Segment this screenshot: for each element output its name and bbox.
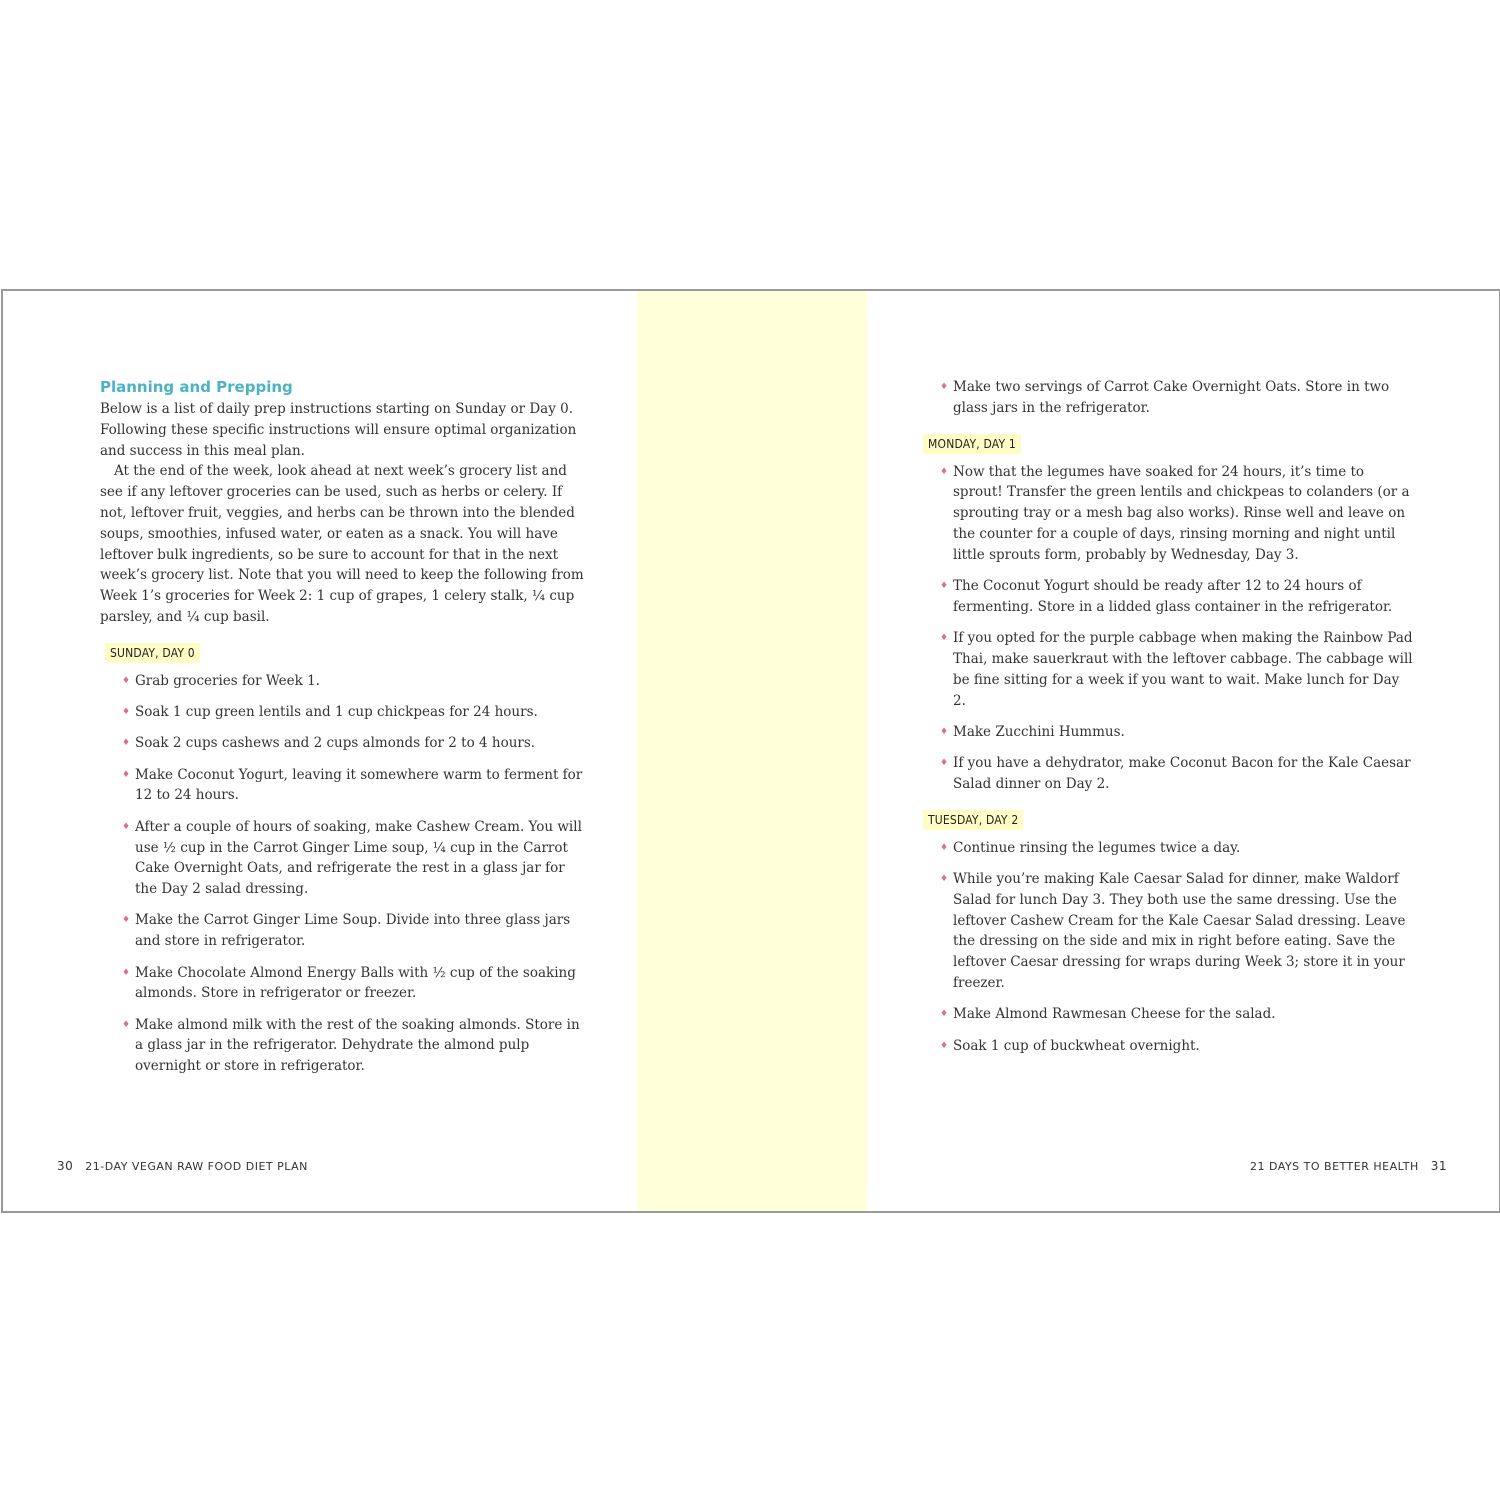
diamond-bullet-icon: ♦: [122, 738, 131, 749]
diamond-bullet-icon: ♦: [122, 915, 131, 926]
list-item: ♦ Soak 1 cup green lentils and 1 cup chickpeas for 24 hours.: [100, 702, 585, 723]
left-page-number: 30: [57, 1159, 74, 1173]
diamond-bullet-icon: ♦: [940, 581, 949, 592]
list-item: ♦ While you’re making Kale Caesar Salad for dinner, make Waldorf Salad for lunch Day 3. They both use the same dressing. Use the leftover Cashew Cream for the Kale Caesar Salad dressing. Leave the dressing on the side and mix in right before eating. Save the leftover Caesar dressing for wraps during Week 3; store it in your freezer.: [940, 871, 1406, 992]
list-item: ♦ Make Chocolate Almond Energy Balls with ½ cup of the soaking almonds. Store in refrigerator or freezer.: [122, 964, 576, 1002]
list-item: ♦ Soak 2 cups cashews and 2 cups almonds for 2 to 4 hours.: [100, 733, 585, 754]
left-running-title: 21-DAY VEGAN RAW FOOD DIET PLAN: [85, 1160, 308, 1173]
leftovers-paragraph: At the end of the week, look ahead at next week’s grocery list and see if any leftover groceries can be used, such as herbs or celery. If not, leftover fruit, veggies, and herbs can be thrown into the blended soups, smoothies, infused water, or eaten as a snack. You will have leftover bulk ingredients, so be sure to account for that in the next week’s grocery list. Note that you will need to keep the following from Week 1’s groceries for Week 2: 1 cup of grapes, 1 celery stalk, ¼ cup parsley, and ¼ cup basil.: [100, 463, 584, 625]
sunday-heading: SUNDAY, DAY 0: [105, 643, 200, 663]
tuesday-list: [923, 838, 1413, 1057]
intro-paragraph: Below is a list of daily prep instructions starting on Sunday or Day 0. Following these specific instructions will ensure optimal organization and success in this meal plan.: [100, 401, 577, 459]
diamond-bullet-icon: ♦: [122, 769, 131, 780]
list-item: ♦ Make two servings of Carrot Cake Overnight Oats. Store in two glass jars in the refrigerator.: [940, 379, 1390, 416]
list-item: ♦ Make almond milk with the rest of the soaking almonds. Store in a glass jar in the refrigerator. Dehydrate the almond pulp overnight or store in refrigerator.: [122, 1016, 580, 1075]
list-item: ♦ If you have a dehydrator, make Coconut Bacon for the Kale Caesar Salad dinner on Day 2.: [940, 755, 1411, 792]
list-item: ♦ Make the Carrot Ginger Lime Soup. Divide into three glass jars and store in refrigerator.: [122, 912, 571, 950]
diamond-bullet-icon: ♦: [122, 675, 131, 686]
list-item: ♦ Continue rinsing the legumes twice a day.: [923, 838, 1413, 859]
book-spread: [1, 289, 1500, 1213]
diamond-bullet-icon: ♦: [940, 382, 949, 392]
sunday-list: [100, 671, 585, 1077]
diamond-bullet-icon: ♦: [940, 466, 949, 477]
monday-heading: MONDAY, DAY 1: [923, 434, 1021, 454]
diamond-bullet-icon: ♦: [122, 707, 131, 718]
diamond-bullet-icon: ♦: [940, 758, 949, 769]
diamond-bullet-icon: ♦: [122, 967, 131, 978]
diamond-bullet-icon: ♦: [940, 1009, 949, 1020]
diamond-bullet-icon: ♦: [940, 726, 949, 737]
diamond-bullet-icon: ♦: [940, 874, 949, 885]
list-item: ♦ If you opted for the purple cabbage when making the Rainbow Pad Thai, make sauerkraut with the leftover cabbage. The cabbage will be fine sitting for a week if you want to wait. Make lunch for Day 2.: [940, 630, 1413, 709]
list-item: ♦ Make Zucchini Hummus.: [923, 722, 1413, 743]
left-page-content: [100, 377, 585, 1088]
list-item: ♦ The Coconut Yogurt should be ready after 12 to 24 hours of fermenting. Store in a lidded glass container in the refrigerator.: [940, 578, 1393, 615]
list-item: ♦ After a couple of hours of soaking, make Cashew Cream. You will use ½ cup in the Carrot Ginger Lime soup, ¼ cup in the Carrot Cake Overnight Oats, and refrigerate the rest in a glass jar for the Day 2 salad dressing.: [122, 818, 582, 898]
diamond-bullet-icon: ♦: [940, 633, 949, 644]
list-item: ♦ Make Coconut Yogurt, leaving it somewhere warm to ferment for 12 to 24 hours.: [122, 766, 583, 804]
diamond-bullet-icon: ♦: [940, 842, 949, 853]
diamond-bullet-icon: ♦: [122, 821, 131, 832]
monday-list: [923, 462, 1413, 795]
center-gutter-highlight: [637, 291, 867, 1211]
list-item: ♦ Make Almond Rawmesan Cheese for the salad.: [923, 1004, 1413, 1025]
diamond-bullet-icon: ♦: [940, 1040, 949, 1051]
list-item: ♦ Now that the legumes have soaked for 24 hours, it’s time to sprout! Transfer the green lentils and chickpeas to colanders (or a sprouting tray or a mesh bag also works). Rinse well and leave on the counter for a couple of days, rinsing morning and night until little sprouts form, probably by Wednesday, Day 3.: [940, 463, 1410, 563]
right-running-title: 21 DAYS TO BETTER HEALTH: [1250, 1160, 1419, 1173]
right-footer: [1250, 1159, 1447, 1173]
section-title: Planning and Prepping: [100, 378, 293, 396]
tuesday-heading: TUESDAY, DAY 2: [923, 810, 1023, 830]
right-page-number: 31: [1430, 1159, 1447, 1173]
carryover-list: [923, 377, 1413, 419]
left-footer: [57, 1159, 308, 1173]
diamond-bullet-icon: ♦: [122, 1019, 131, 1030]
list-item: ♦ Soak 1 cup of buckwheat overnight.: [923, 1036, 1413, 1057]
right-page-content: [923, 377, 1413, 1067]
list-item: ♦ Grab groceries for Week 1.: [100, 671, 585, 692]
